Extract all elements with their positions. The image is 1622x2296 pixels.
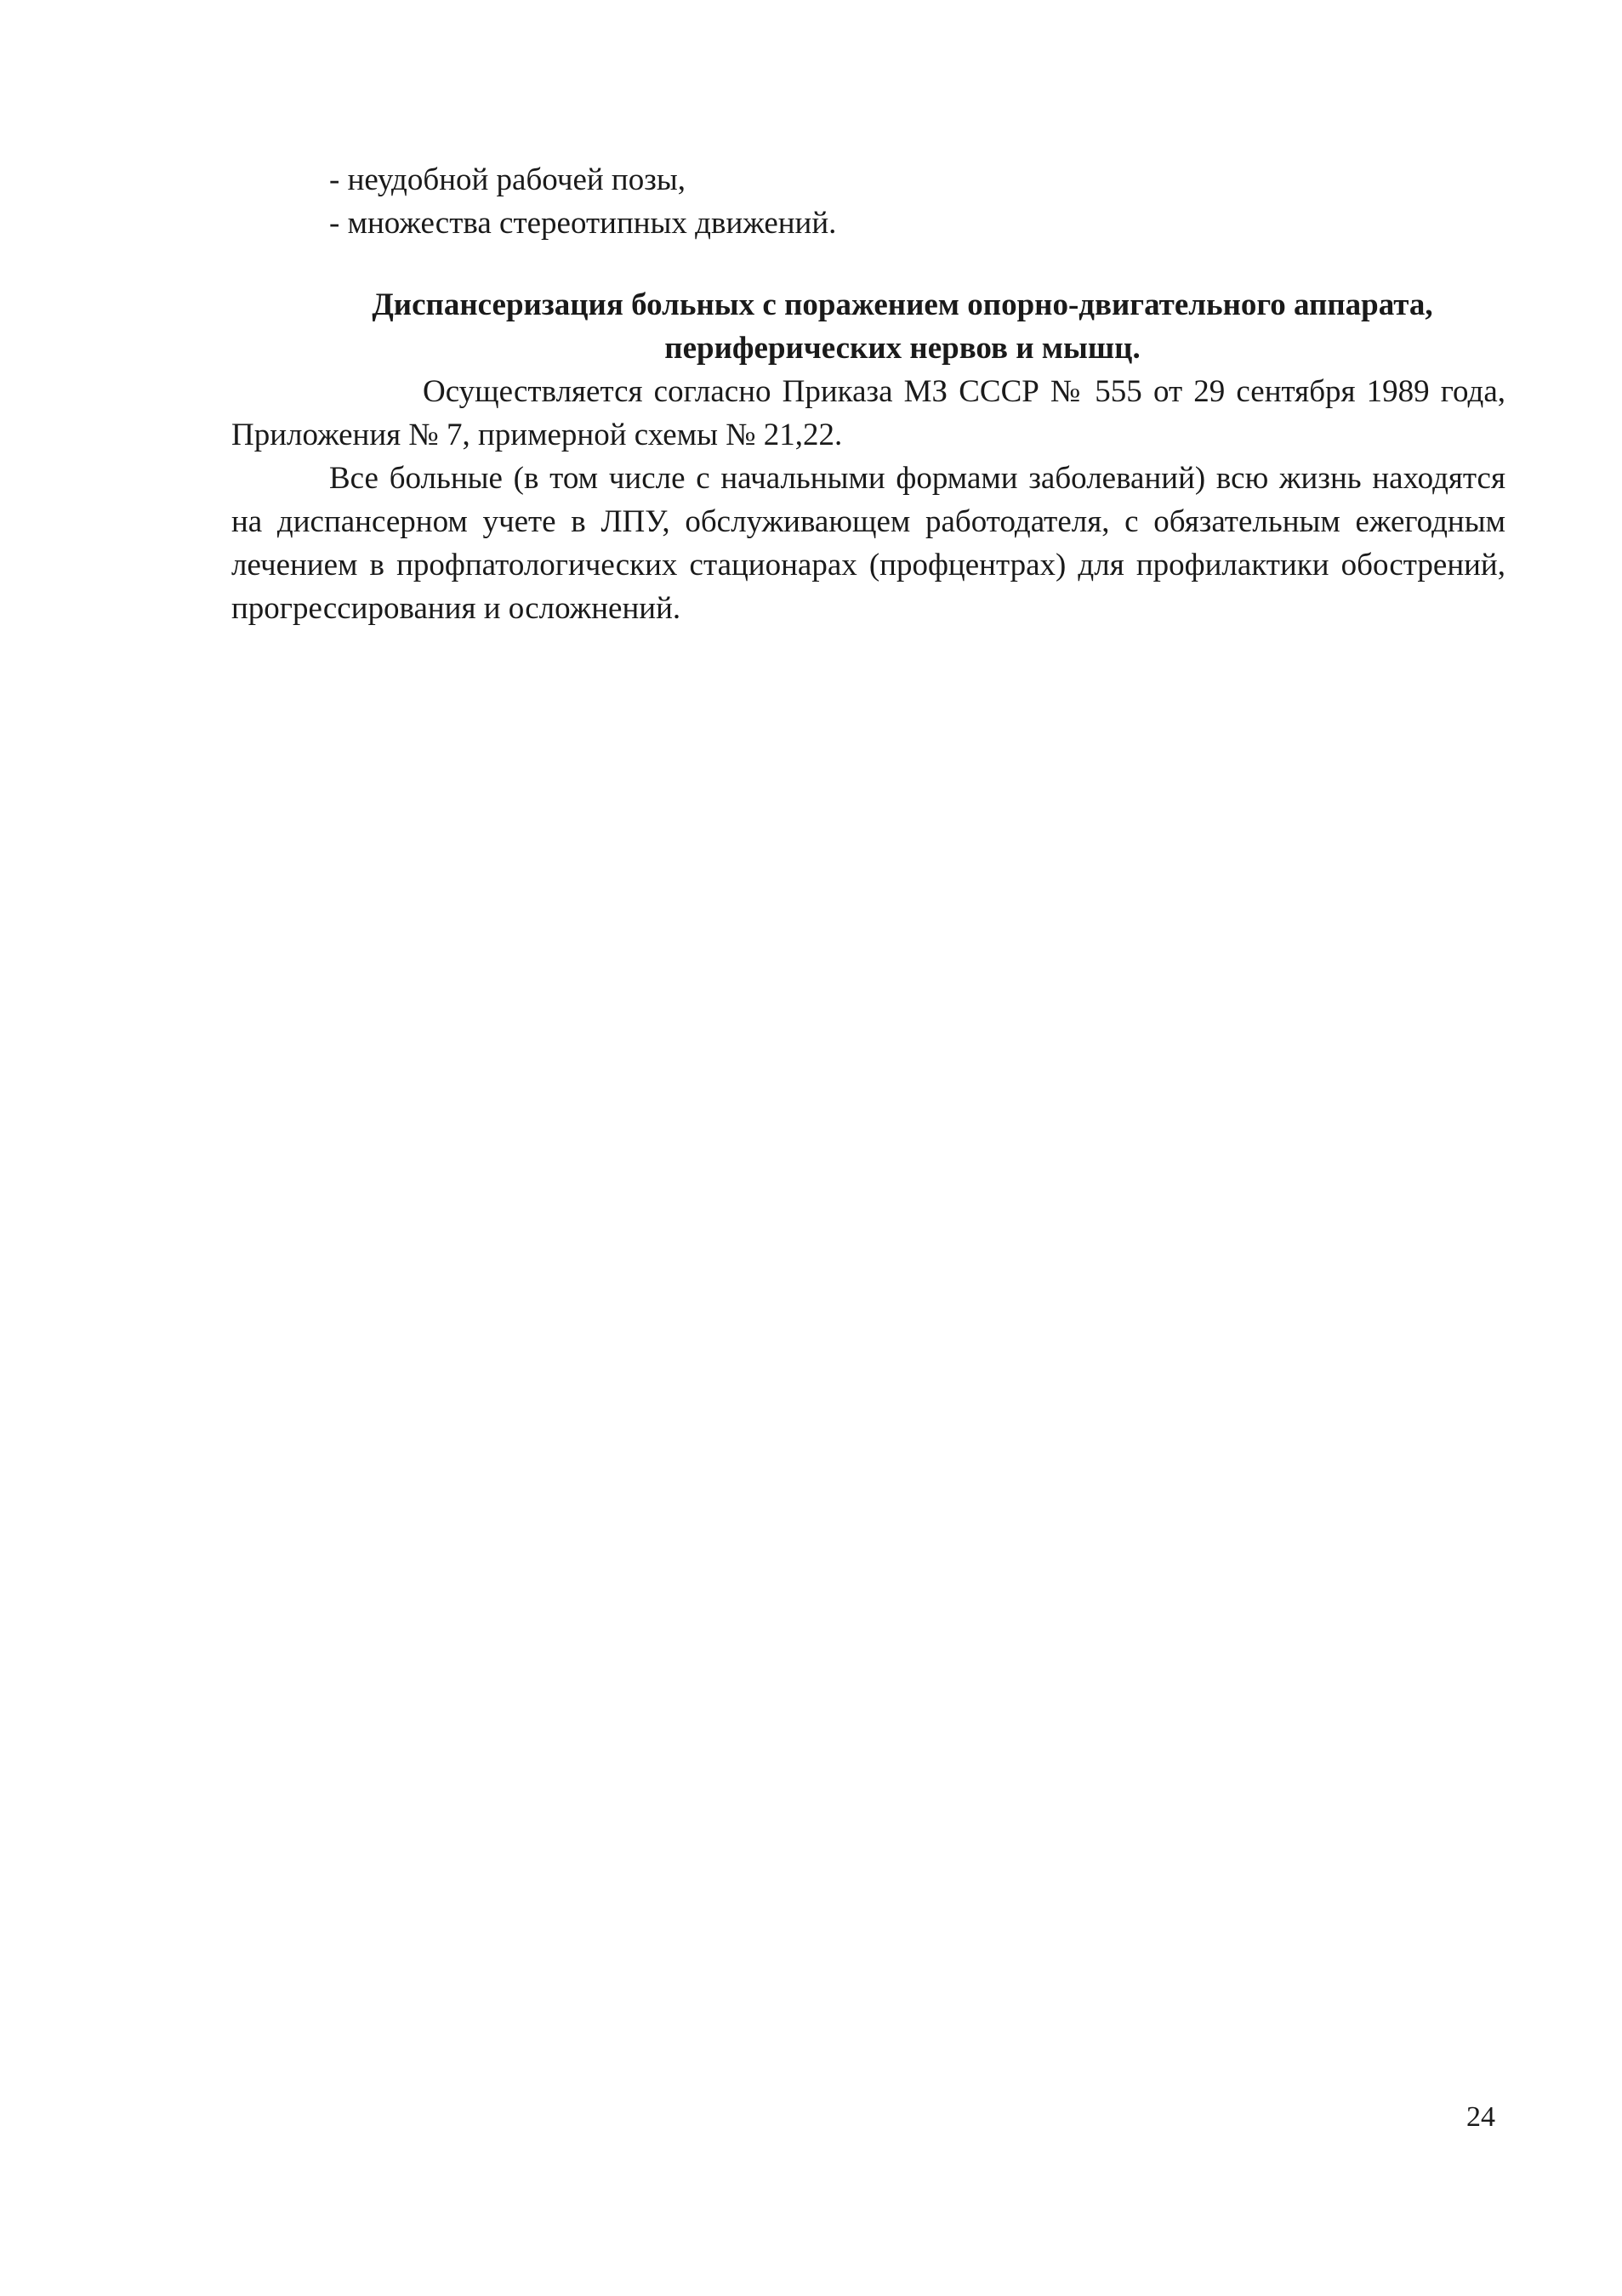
list-item: - множества стереотипных движений. bbox=[329, 206, 837, 241]
page-number: 24 bbox=[1466, 2101, 1495, 2133]
list-item: - неудобной рабочей позы, bbox=[329, 162, 686, 197]
section-heading-line-1: Диспансеризация больных с поражением опорно-двигательного аппарата, bbox=[372, 287, 1433, 322]
document-body bbox=[231, 158, 1505, 630]
paragraph-dispensary-registration: Все больные (в том числе с начальными формами заболеваний) всю жизнь находятся на диспансерном учете в ЛПУ, обслуживающем работодателя, с обязательным ежегодным лечением в профпатологических стационарах (профцентрах) для профилактики обострений, прогрессирования и осложнений. bbox=[231, 461, 1505, 626]
paragraph-order-reference: Осуществляется согласно Приказа МЗ СССР № 555 от 29 сентября 1989 года, Приложения № 7, примерной схемы № 21,22. bbox=[231, 374, 1505, 452]
section-heading-line-2: периферических нервов и мышц. bbox=[664, 331, 1141, 366]
section-heading bbox=[231, 283, 1505, 370]
